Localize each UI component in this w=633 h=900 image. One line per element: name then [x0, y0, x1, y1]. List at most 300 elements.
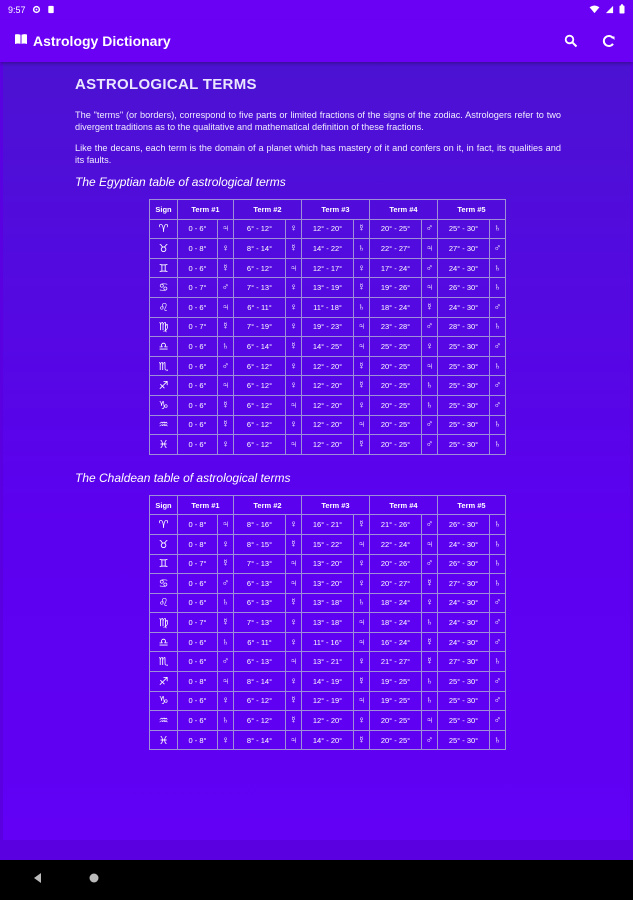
degree-range-cell: 13° - 18°	[302, 613, 354, 633]
degree-range-cell: 6° - 12°	[234, 219, 286, 239]
planet-symbol-cell: ♄	[490, 356, 506, 376]
search-icon[interactable]	[561, 31, 581, 51]
degree-range-cell: 27° - 30°	[438, 239, 490, 259]
degree-range-cell: 28° - 30°	[438, 317, 490, 337]
planet-symbol-cell: ♂	[490, 613, 506, 633]
term-column-header: Term #4	[370, 200, 438, 220]
planet-symbol-cell: ♄	[422, 672, 438, 692]
degree-range-cell: 25° - 30°	[438, 711, 490, 731]
refresh-icon[interactable]	[599, 31, 619, 51]
planet-symbol-cell: ♃	[286, 730, 302, 750]
degree-range-cell: 20° - 27°	[370, 574, 422, 594]
egyptian-table-title: The Egyptian table of astrological terms	[75, 175, 286, 189]
planet-symbol-cell: ☿	[218, 415, 234, 435]
planet-symbol-cell: ♃	[422, 239, 438, 259]
term-column-header: Term #1	[178, 495, 234, 515]
term-column-header: Term #2	[234, 200, 302, 220]
planet-symbol-cell: ♄	[490, 278, 506, 298]
planet-symbol-cell: ♂	[422, 258, 438, 278]
term-column-header: Term #2	[234, 495, 302, 515]
degree-range-cell: 13° - 21°	[302, 652, 354, 672]
planet-symbol-cell: ♃	[218, 376, 234, 396]
decans-paragraph: Like the decans, each term is the domain of a planet which has mastery of it and confers on it, in fact, its qualities and its faults.	[75, 143, 561, 165]
degree-range-cell: 7° - 13°	[234, 554, 286, 574]
degree-range-cell: 0 - 7°	[178, 613, 218, 633]
term-column-header: Term #5	[438, 495, 506, 515]
degree-range-cell: 20° - 25°	[370, 711, 422, 731]
planet-symbol-cell: ☿	[218, 613, 234, 633]
planet-symbol-cell: ♄	[354, 593, 370, 613]
zodiac-sign-cell: ♋	[150, 278, 178, 298]
planet-symbol-cell: ♄	[422, 395, 438, 415]
planet-symbol-cell: ♂	[218, 278, 234, 298]
degree-range-cell: 14° - 19°	[302, 672, 354, 692]
planet-symbol-cell: ♀	[286, 613, 302, 633]
planet-symbol-cell: ☿	[286, 239, 302, 259]
zodiac-sign-cell: ♏	[150, 356, 178, 376]
degree-range-cell: 0 - 8°	[178, 672, 218, 692]
planet-symbol-cell: ♀	[354, 652, 370, 672]
table-row	[150, 730, 506, 750]
table-row	[150, 632, 506, 652]
degree-range-cell: 26° - 30°	[438, 554, 490, 574]
degree-range-cell: 12° - 17°	[302, 258, 354, 278]
planet-symbol-cell: ♄	[354, 297, 370, 317]
planet-symbol-cell: ♀	[286, 278, 302, 298]
degree-range-cell: 8° - 14°	[234, 730, 286, 750]
planet-symbol-cell: ♄	[490, 534, 506, 554]
planet-symbol-cell: ♂	[490, 632, 506, 652]
degree-range-cell: 12° - 20°	[302, 415, 354, 435]
degree-range-cell: 0 - 6°	[178, 337, 218, 357]
planet-symbol-cell: ♃	[286, 574, 302, 594]
planet-symbol-cell: ♀	[354, 395, 370, 415]
planet-symbol-cell: ♃	[354, 632, 370, 652]
degree-range-cell: 24° - 30°	[438, 593, 490, 613]
planet-symbol-cell: ♃	[286, 435, 302, 455]
degree-range-cell: 22° - 24°	[370, 534, 422, 554]
zodiac-sign-cell: ♑	[150, 691, 178, 711]
degree-range-cell: 13° - 19°	[302, 278, 354, 298]
planet-symbol-cell: ♄	[490, 652, 506, 672]
degree-range-cell: 25° - 30°	[438, 691, 490, 711]
planet-symbol-cell: ♀	[286, 317, 302, 337]
status-bar	[0, 0, 633, 20]
table-row	[150, 554, 506, 574]
degree-range-cell: 24° - 30°	[438, 613, 490, 633]
planet-symbol-cell: ♃	[422, 534, 438, 554]
page-content[interactable]	[3, 62, 630, 840]
planet-symbol-cell: ♀	[286, 297, 302, 317]
degree-range-cell: 0 - 6°	[178, 574, 218, 594]
degree-range-cell: 0 - 7°	[178, 278, 218, 298]
planet-symbol-cell: ♃	[354, 415, 370, 435]
degree-range-cell: 25° - 30°	[438, 730, 490, 750]
planet-symbol-cell: ♀	[218, 730, 234, 750]
planet-symbol-cell: ♂	[422, 515, 438, 535]
zodiac-sign-cell: ♓	[150, 730, 178, 750]
sign-column-header: Sign	[150, 200, 178, 220]
degree-range-cell: 25° - 30°	[438, 219, 490, 239]
planet-symbol-cell: ♃	[218, 515, 234, 535]
planet-symbol-cell: ♄	[422, 691, 438, 711]
planet-symbol-cell: ♂	[218, 356, 234, 376]
degree-range-cell: 6° - 14°	[234, 337, 286, 357]
planet-symbol-cell: ☿	[286, 711, 302, 731]
planet-symbol-cell: ♀	[286, 515, 302, 535]
planet-symbol-cell: ♀	[354, 554, 370, 574]
planet-symbol-cell: ☿	[354, 356, 370, 376]
planet-symbol-cell: ♄	[422, 376, 438, 396]
degree-range-cell: 0 - 8°	[178, 534, 218, 554]
planet-symbol-cell: ♂	[490, 297, 506, 317]
zodiac-sign-cell: ♎	[150, 337, 178, 357]
planet-symbol-cell: ☿	[354, 515, 370, 535]
planet-symbol-cell: ♃	[354, 534, 370, 554]
table-row	[150, 534, 506, 554]
planet-symbol-cell: ♀	[354, 258, 370, 278]
planet-symbol-cell: ♀	[354, 574, 370, 594]
degree-range-cell: 11° - 16°	[302, 632, 354, 652]
planet-symbol-cell: ♄	[490, 554, 506, 574]
planet-symbol-cell: ☿	[422, 574, 438, 594]
planet-symbol-cell: ♂	[490, 395, 506, 415]
planet-symbol-cell: ♃	[218, 219, 234, 239]
degree-range-cell: 6° - 12°	[234, 711, 286, 731]
degree-range-cell: 25° - 30°	[438, 395, 490, 415]
degree-range-cell: 0 - 6°	[178, 415, 218, 435]
degree-range-cell: 26° - 30°	[438, 515, 490, 535]
zodiac-sign-cell: ♓	[150, 435, 178, 455]
degree-range-cell: 12° - 20°	[302, 711, 354, 731]
planet-symbol-cell: ♂	[490, 711, 506, 731]
degree-range-cell: 24° - 30°	[438, 632, 490, 652]
home-icon[interactable]	[88, 871, 100, 889]
planet-symbol-cell: ♂	[218, 652, 234, 672]
planet-symbol-cell: ♄	[218, 593, 234, 613]
degree-range-cell: 6° - 12°	[234, 415, 286, 435]
degree-range-cell: 20° - 25°	[370, 219, 422, 239]
degree-range-cell: 19° - 25°	[370, 691, 422, 711]
back-icon[interactable]	[32, 871, 44, 889]
degree-range-cell: 18° - 24°	[370, 613, 422, 633]
degree-range-cell: 24° - 30°	[438, 534, 490, 554]
planet-symbol-cell: ♂	[490, 691, 506, 711]
planet-symbol-cell: ♀	[422, 593, 438, 613]
zodiac-sign-cell: ♏	[150, 652, 178, 672]
planet-symbol-cell: ♀	[286, 219, 302, 239]
planet-symbol-cell: ☿	[354, 672, 370, 692]
degree-range-cell: 18° - 24°	[370, 297, 422, 317]
zodiac-sign-cell: ♒	[150, 711, 178, 731]
planet-symbol-cell: ♃	[354, 317, 370, 337]
zodiac-sign-cell: ♐	[150, 376, 178, 396]
planet-symbol-cell: ♂	[422, 219, 438, 239]
table-row	[150, 239, 506, 259]
degree-range-cell: 13° - 20°	[302, 554, 354, 574]
zodiac-sign-cell: ♊	[150, 554, 178, 574]
table-row	[150, 415, 506, 435]
planet-symbol-cell: ♂	[490, 239, 506, 259]
degree-range-cell: 12° - 20°	[302, 219, 354, 239]
degree-range-cell: 25° - 30°	[438, 376, 490, 396]
planet-symbol-cell: ♃	[218, 297, 234, 317]
degree-range-cell: 20° - 25°	[370, 435, 422, 455]
table-row	[150, 593, 506, 613]
planet-symbol-cell: ☿	[286, 534, 302, 554]
degree-range-cell: 25° - 25°	[370, 337, 422, 357]
table-row	[150, 435, 506, 455]
planet-symbol-cell: ☿	[354, 435, 370, 455]
term-column-header: Term #1	[178, 200, 234, 220]
planet-symbol-cell: ♄	[422, 613, 438, 633]
degree-range-cell: 25° - 30°	[438, 337, 490, 357]
degree-range-cell: 0 - 6°	[178, 376, 218, 396]
planet-symbol-cell: ♂	[218, 574, 234, 594]
zodiac-sign-cell: ♍	[150, 613, 178, 633]
notification-icon	[47, 5, 55, 16]
degree-range-cell: 14° - 20°	[302, 730, 354, 750]
planet-symbol-cell: ♃	[286, 258, 302, 278]
planet-symbol-cell: ♃	[286, 652, 302, 672]
planet-symbol-cell: ♀	[286, 632, 302, 652]
planet-symbol-cell: ☿	[286, 593, 302, 613]
degree-range-cell: 12° - 20°	[302, 435, 354, 455]
zodiac-sign-cell: ♌	[150, 593, 178, 613]
table-row	[150, 337, 506, 357]
planet-symbol-cell: ♃	[218, 672, 234, 692]
table-row	[150, 219, 506, 239]
degree-range-cell: 14° - 25°	[302, 337, 354, 357]
page-title: ASTROLOGICAL TERMS	[75, 76, 257, 93]
planet-symbol-cell: ♃	[354, 613, 370, 633]
planet-symbol-cell: ☿	[422, 652, 438, 672]
zodiac-sign-cell: ♈	[150, 219, 178, 239]
degree-range-cell: 27° - 30°	[438, 652, 490, 672]
degree-range-cell: 15° - 22°	[302, 534, 354, 554]
degree-range-cell: 6° - 12°	[234, 395, 286, 415]
degree-range-cell: 6° - 13°	[234, 574, 286, 594]
degree-range-cell: 13° - 20°	[302, 574, 354, 594]
planet-symbol-cell: ♂	[490, 672, 506, 692]
table-row	[150, 395, 506, 415]
degree-range-cell: 6° - 11°	[234, 632, 286, 652]
term-column-header: Term #5	[438, 200, 506, 220]
planet-symbol-cell: ♄	[490, 317, 506, 337]
planet-symbol-cell: ☿	[218, 395, 234, 415]
degree-range-cell: 6° - 13°	[234, 593, 286, 613]
zodiac-sign-cell: ♉	[150, 239, 178, 259]
term-column-header: Term #4	[370, 495, 438, 515]
planet-symbol-cell: ♄	[490, 219, 506, 239]
degree-range-cell: 0 - 6°	[178, 356, 218, 376]
degree-range-cell: 0 - 6°	[178, 219, 218, 239]
degree-range-cell: 12° - 20°	[302, 395, 354, 415]
planet-symbol-cell: ☿	[354, 730, 370, 750]
degree-range-cell: 18° - 24°	[370, 593, 422, 613]
degree-range-cell: 0 - 8°	[178, 515, 218, 535]
table-row	[150, 711, 506, 731]
table-row	[150, 278, 506, 298]
planet-symbol-cell: ♀	[422, 337, 438, 357]
planet-symbol-cell: ☿	[354, 376, 370, 396]
zodiac-sign-cell: ♍	[150, 317, 178, 337]
planet-symbol-cell: ♃	[422, 356, 438, 376]
table-row	[150, 574, 506, 594]
degree-range-cell: 20° - 25°	[370, 376, 422, 396]
degree-range-cell: 7° - 13°	[234, 278, 286, 298]
planet-symbol-cell: ♂	[422, 730, 438, 750]
planet-symbol-cell: ♀	[218, 534, 234, 554]
planet-symbol-cell: ♄	[490, 574, 506, 594]
degree-range-cell: 23° - 28°	[370, 317, 422, 337]
planet-symbol-cell: ♀	[218, 239, 234, 259]
table-row	[150, 672, 506, 692]
table-header-row	[150, 495, 506, 515]
planet-symbol-cell: ♀	[286, 356, 302, 376]
degree-range-cell: 8° - 15°	[234, 534, 286, 554]
planet-symbol-cell: ☿	[218, 258, 234, 278]
zodiac-sign-cell: ♊	[150, 258, 178, 278]
planet-symbol-cell: ♂	[490, 376, 506, 396]
degree-range-cell: 20° - 25°	[370, 356, 422, 376]
table-row	[150, 258, 506, 278]
chaldean-terms-table	[149, 495, 506, 751]
degree-range-cell: 25° - 30°	[438, 672, 490, 692]
degree-range-cell: 8° - 14°	[234, 239, 286, 259]
degree-range-cell: 17° - 24°	[370, 258, 422, 278]
degree-range-cell: 12° - 20°	[302, 356, 354, 376]
degree-range-cell: 8° - 16°	[234, 515, 286, 535]
degree-range-cell: 0 - 6°	[178, 632, 218, 652]
planet-symbol-cell: ☿	[354, 278, 370, 298]
degree-range-cell: 20° - 25°	[370, 415, 422, 435]
intro-paragraph: The "terms" (or borders), correspond to five parts or limited fractions of the signs of the zodiac. Astrologers refer to two divergent traditions as to the qualitative and mathematical definition of these fractions.	[75, 110, 561, 132]
degree-range-cell: 19° - 26°	[370, 278, 422, 298]
zodiac-sign-cell: ♌	[150, 297, 178, 317]
degree-range-cell: 0 - 6°	[178, 691, 218, 711]
zodiac-sign-cell: ♒	[150, 415, 178, 435]
table-row	[150, 297, 506, 317]
planet-symbol-cell: ♄	[218, 711, 234, 731]
zodiac-sign-cell: ♐	[150, 672, 178, 692]
degree-range-cell: 16° - 24°	[370, 632, 422, 652]
degree-range-cell: 6° - 12°	[234, 376, 286, 396]
zodiac-sign-cell: ♎	[150, 632, 178, 652]
degree-range-cell: 16° - 21°	[302, 515, 354, 535]
degree-range-cell: 0 - 6°	[178, 652, 218, 672]
degree-range-cell: 25° - 30°	[438, 415, 490, 435]
planet-symbol-cell: ♄	[490, 258, 506, 278]
planet-symbol-cell: ☿	[422, 632, 438, 652]
planet-symbol-cell: ♀	[286, 415, 302, 435]
table-row	[150, 515, 506, 535]
planet-symbol-cell: ♂	[422, 435, 438, 455]
app-title: Astrology Dictionary	[33, 33, 171, 49]
planet-symbol-cell: ☿	[354, 219, 370, 239]
degree-range-cell: 13° - 18°	[302, 593, 354, 613]
degree-range-cell: 6° - 12°	[234, 258, 286, 278]
degree-range-cell: 20° - 25°	[370, 730, 422, 750]
planet-symbol-cell: ♀	[354, 711, 370, 731]
zodiac-sign-cell: ♉	[150, 534, 178, 554]
degree-range-cell: 6° - 12°	[234, 435, 286, 455]
degree-range-cell: 6° - 12°	[234, 356, 286, 376]
planet-symbol-cell: ☿	[218, 317, 234, 337]
degree-range-cell: 24° - 30°	[438, 297, 490, 317]
degree-range-cell: 12° - 20°	[302, 376, 354, 396]
planet-symbol-cell: ♀	[218, 691, 234, 711]
bottom-strip	[0, 840, 633, 860]
planet-symbol-cell: ♂	[422, 554, 438, 574]
planet-symbol-cell: ♄	[218, 337, 234, 357]
battery-icon	[619, 4, 625, 16]
degree-range-cell: 19° - 25°	[370, 672, 422, 692]
degree-range-cell: 24° - 30°	[438, 258, 490, 278]
zodiac-sign-cell: ♈	[150, 515, 178, 535]
term-column-header: Term #3	[302, 495, 370, 515]
planet-symbol-cell: ♃	[422, 711, 438, 731]
degree-range-cell: 7° - 13°	[234, 613, 286, 633]
zodiac-sign-cell: ♋	[150, 574, 178, 594]
degree-range-cell: 21° - 26°	[370, 515, 422, 535]
degree-range-cell: 7° - 19°	[234, 317, 286, 337]
planet-symbol-cell: ♃	[354, 691, 370, 711]
degree-range-cell: 0 - 8°	[178, 239, 218, 259]
degree-range-cell: 14° - 22°	[302, 239, 354, 259]
degree-range-cell: 0 - 6°	[178, 258, 218, 278]
wifi-icon	[589, 5, 600, 16]
degree-range-cell: 6° - 13°	[234, 652, 286, 672]
degree-range-cell: 0 - 6°	[178, 593, 218, 613]
degree-range-cell: 8° - 14°	[234, 672, 286, 692]
planet-symbol-cell: ☿	[286, 337, 302, 357]
degree-range-cell: 0 - 6°	[178, 395, 218, 415]
degree-range-cell: 0 - 6°	[178, 711, 218, 731]
signal-icon	[605, 5, 614, 16]
planet-symbol-cell: ♂	[490, 593, 506, 613]
planet-symbol-cell: ♄	[490, 515, 506, 535]
degree-range-cell: 11° - 18°	[302, 297, 354, 317]
planet-symbol-cell: ♄	[490, 730, 506, 750]
planet-symbol-cell: ♃	[286, 395, 302, 415]
planet-symbol-cell: ♀	[286, 376, 302, 396]
planet-symbol-cell: ♀	[286, 672, 302, 692]
degree-range-cell: 27° - 30°	[438, 574, 490, 594]
degree-range-cell: 0 - 7°	[178, 554, 218, 574]
degree-range-cell: 0 - 8°	[178, 730, 218, 750]
degree-range-cell: 12° - 19°	[302, 691, 354, 711]
table-row	[150, 356, 506, 376]
planet-symbol-cell: ♂	[422, 415, 438, 435]
planet-symbol-cell: ☿	[422, 297, 438, 317]
chaldean-table-title: The Chaldean table of astrological terms	[75, 470, 291, 485]
table-row	[150, 376, 506, 396]
term-column-header: Term #3	[302, 200, 370, 220]
degree-range-cell: 20° - 26°	[370, 554, 422, 574]
planet-symbol-cell: ♄	[490, 435, 506, 455]
planet-symbol-cell: ♃	[354, 337, 370, 357]
table-header-row	[150, 200, 506, 220]
degree-range-cell: 19° - 23°	[302, 317, 354, 337]
zodiac-sign-cell: ♑	[150, 395, 178, 415]
book-icon	[14, 32, 28, 50]
app-bar	[0, 20, 633, 62]
planet-symbol-cell: ♂	[422, 317, 438, 337]
degree-range-cell: 0 - 6°	[178, 297, 218, 317]
egyptian-terms-table	[149, 199, 506, 455]
settings-gear-icon	[32, 5, 41, 16]
